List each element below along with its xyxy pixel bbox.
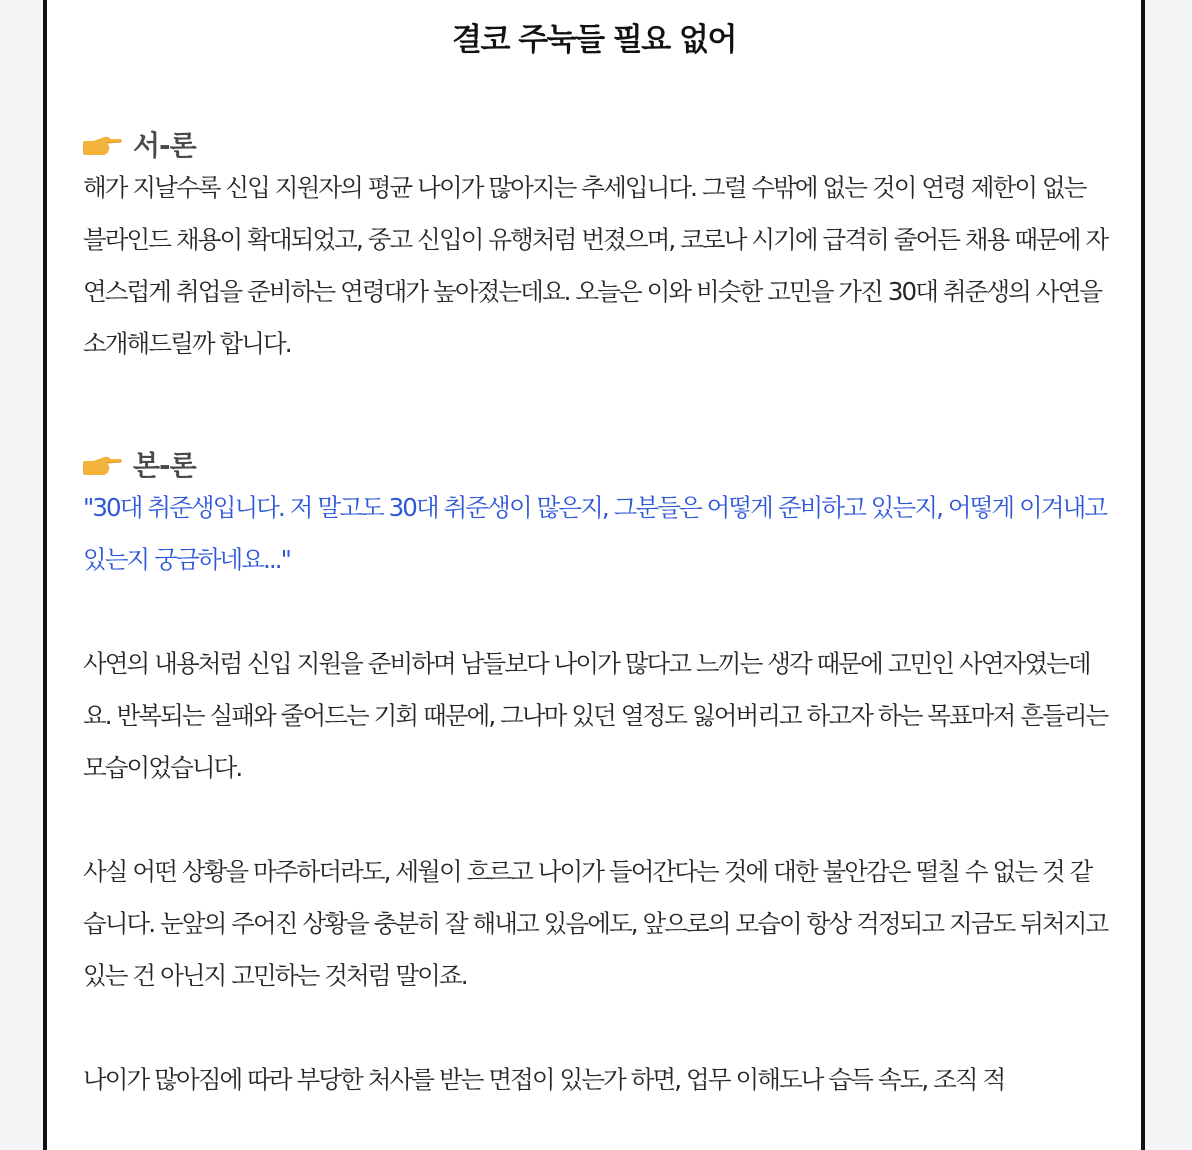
pointing-hand-icon [83,129,123,159]
body-heading-label: 본-론 [133,449,196,482]
article-card [43,0,1145,1150]
body-heading [83,444,196,484]
body-paragraph: 사실 어떤 상황을 마주하더라도, 세월이 흐르고 나이가 들어간다는 것에 대한 불안감은 떨칠 수 없는 것 같습니다. 눈앞의 주어진 상황을 충분히 잘 해내고 있음에도, 앞으로의 모습이 항상 걱정되고 지금도 뒤처지고 있는 건 아닌지 고민하는 것처럼 말이죠. [83,857,1108,990]
pointing-hand-icon [83,449,123,479]
reader-quote: "30대 취준생입니다. 저 말고도 30대 취준생이 많은지, 그분들은 어떻게 준비하고 있는지, 어떻게 이겨내고 있는지 궁금하네요..." [83,493,1107,574]
article-title: 결코 주눅들 필요 없어 [452,22,736,58]
intro-paragraph: 해가 지날수록 신입 지원자의 평균 나이가 많아지는 추세입니다. 그럴 수밖에 없는 것이 연령 제한이 없는 블라인드 채용이 확대되었고, 중고 신입이 유행처럼 번졌으며, 코로나 시기에 급격히 줄어든 채용 때문에 자연스럽게 취업을 준비하는 연령대가 높아졌는데요. 오늘은 이와 비슷한 고민을 가진 30대 취준생의 사연을 소개해드릴까 합니다. [83,173,1108,358]
body-paragraph: 나이가 많아짐에 따라 부당한 처사를 받는 면접이 있는가 하면, 업무 이해도나 습득 속도, 조직 적 [83,1065,1005,1094]
intro-heading-label: 서-론 [133,129,196,162]
body-paragraph: 사연의 내용처럼 신입 지원을 준비하며 남들보다 나이가 많다고 느끼는 생각 때문에 고민인 사연자였는데요. 반복되는 실패와 줄어드는 기회 때문에, 그나마 있던 열정도 잃어버리고 하고자 하는 목표마저 흔들리는 모습이었습니다. [83,649,1108,782]
intro-heading [83,124,196,164]
